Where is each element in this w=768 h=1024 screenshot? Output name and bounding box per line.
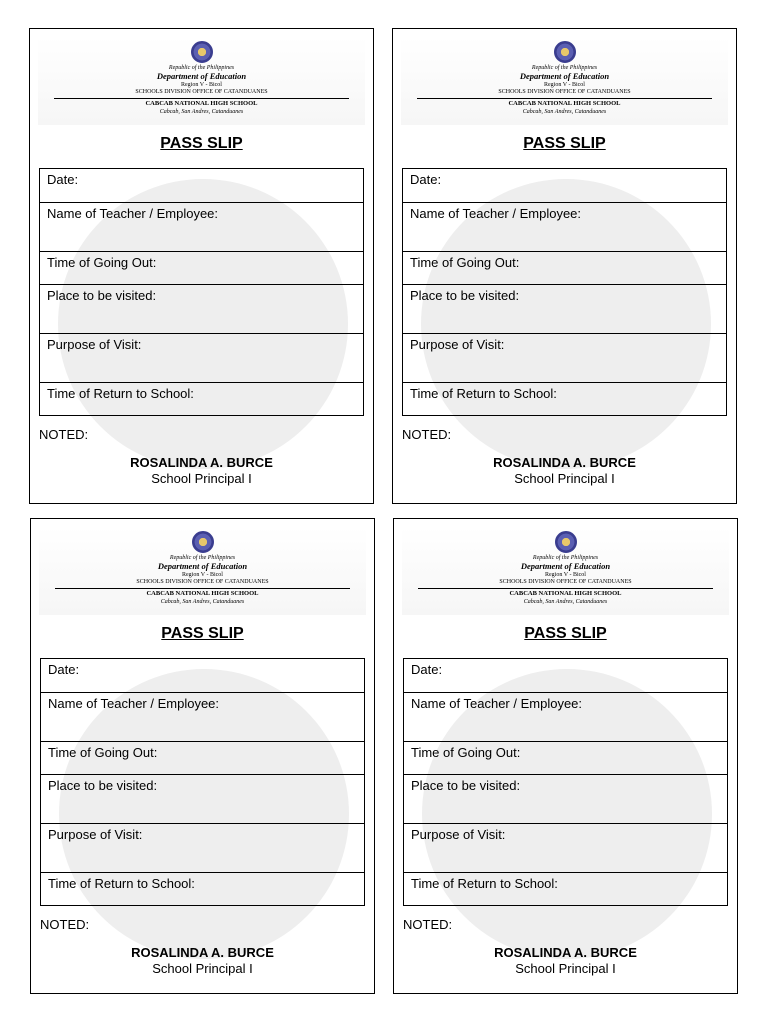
signatory-name: ROSALINDA A. BURCE [131, 945, 274, 960]
slip-form [39, 168, 364, 416]
name-label: Name of Teacher / Employee: [411, 696, 583, 711]
name-label: Name of Teacher / Employee: [410, 206, 582, 221]
pass-slip-top-left [29, 28, 374, 504]
deped-seal-icon [192, 531, 214, 553]
time-return-row[interactable] [41, 872, 364, 905]
place-label: Place to be visited: [410, 288, 520, 303]
school-name: CABCAB NATIONAL HIGH SCHOOL [508, 100, 621, 107]
time-return-label: Time of Return to School: [47, 386, 194, 401]
time-return-label: Time of Return to School: [411, 876, 558, 891]
date-label: Date: [410, 172, 442, 187]
slip-title: PASS SLIP [161, 625, 244, 642]
name-label: Name of Teacher / Employee: [48, 696, 220, 711]
date-label: Date: [411, 662, 443, 677]
name-row[interactable] [41, 692, 364, 741]
name-label: Name of Teacher / Employee: [47, 206, 219, 221]
signatory-position: School Principal I [152, 961, 253, 976]
deped-seal-icon [554, 41, 576, 63]
region-line: Region V - Bicol [545, 572, 586, 578]
name-row[interactable] [403, 202, 726, 251]
school-address: Cabcab, San Andres, Catanduanes [159, 109, 244, 115]
school-name: CABCAB NATIONAL HIGH SCHOOL [509, 590, 622, 597]
division-line: SCHOOLS DIVISION OFFICE OF CATANDUANES [135, 89, 268, 95]
school-address: Cabcab, San Andres, Catanduanes [523, 599, 608, 605]
purpose-row[interactable] [40, 333, 363, 382]
time-return-label: Time of Return to School: [410, 386, 557, 401]
time-out-label: Time of Going Out: [411, 745, 521, 760]
date-row[interactable] [41, 659, 364, 692]
header-divider [54, 98, 349, 99]
signatory-position: School Principal I [151, 471, 252, 486]
slip-title: PASS SLIP [524, 625, 607, 642]
slip-form [402, 168, 727, 416]
region-line: Region V - Bicol [544, 82, 585, 88]
time-return-row[interactable] [40, 382, 363, 415]
place-row[interactable] [403, 284, 726, 333]
division-line: SCHOOLS DIVISION OFFICE OF CATANDUANES [498, 89, 631, 95]
date-row[interactable] [403, 169, 726, 202]
noted-label: NOTED: [39, 427, 89, 442]
department-line: Department of Education [157, 561, 248, 571]
time-out-row[interactable] [41, 741, 364, 774]
purpose-row[interactable] [404, 823, 727, 872]
division-line: SCHOOLS DIVISION OFFICE OF CATANDUANES [136, 579, 269, 585]
letterhead [39, 527, 366, 615]
signatory-name: ROSALINDA A. BURCE [130, 455, 273, 470]
region-line: Region V - Bicol [182, 572, 223, 578]
purpose-row[interactable] [403, 333, 726, 382]
name-row[interactable] [40, 202, 363, 251]
place-row[interactable] [404, 774, 727, 823]
time-out-label: Time of Going Out: [48, 745, 158, 760]
place-label: Place to be visited: [48, 778, 158, 793]
time-out-label: Time of Going Out: [47, 255, 157, 270]
time-return-label: Time of Return to School: [48, 876, 195, 891]
place-row[interactable] [41, 774, 364, 823]
noted-label: NOTED: [40, 917, 90, 932]
noted-label: NOTED: [402, 427, 452, 442]
signatory-position: School Principal I [514, 471, 615, 486]
department-line: Department of Education [520, 561, 611, 571]
date-row[interactable] [40, 169, 363, 202]
purpose-label: Purpose of Visit: [411, 827, 506, 842]
letterhead [38, 37, 365, 125]
school-address: Cabcab, San Andres, Catanduanes [160, 599, 245, 605]
department-line: Department of Education [156, 71, 247, 81]
school-address: Cabcab, San Andres, Catanduanes [522, 109, 607, 115]
time-out-row[interactable] [404, 741, 727, 774]
division-line: SCHOOLS DIVISION OFFICE OF CATANDUANES [499, 579, 632, 585]
purpose-label: Purpose of Visit: [410, 337, 505, 352]
header-divider [417, 98, 712, 99]
time-return-row[interactable] [403, 382, 726, 415]
purpose-label: Purpose of Visit: [48, 827, 143, 842]
signatory-position: School Principal I [515, 961, 616, 976]
place-row[interactable] [40, 284, 363, 333]
purpose-label: Purpose of Visit: [47, 337, 142, 352]
republic-line: Republic of the Philippines [168, 65, 235, 71]
header-divider [418, 588, 713, 589]
date-label: Date: [47, 172, 79, 187]
republic-line: Republic of the Philippines [531, 65, 598, 71]
signatory-name: ROSALINDA A. BURCE [493, 455, 636, 470]
republic-line: Republic of the Philippines [169, 555, 236, 561]
time-return-row[interactable] [404, 872, 727, 905]
region-line: Region V - Bicol [181, 82, 222, 88]
place-label: Place to be visited: [411, 778, 521, 793]
letterhead [402, 527, 729, 615]
slip-title: PASS SLIP [160, 135, 243, 152]
time-out-row[interactable] [40, 251, 363, 284]
slip-form [40, 658, 365, 906]
date-label: Date: [48, 662, 80, 677]
date-row[interactable] [404, 659, 727, 692]
place-label: Place to be visited: [47, 288, 157, 303]
name-row[interactable] [404, 692, 727, 741]
time-out-row[interactable] [403, 251, 726, 284]
signatory-name: ROSALINDA A. BURCE [494, 945, 637, 960]
school-name: CABCAB NATIONAL HIGH SCHOOL [145, 100, 258, 107]
slip-title: PASS SLIP [523, 135, 606, 152]
pass-slip-top-right [392, 28, 737, 504]
noted-label: NOTED: [403, 917, 453, 932]
purpose-row[interactable] [41, 823, 364, 872]
pass-slip-bottom-left [30, 518, 375, 994]
school-name: CABCAB NATIONAL HIGH SCHOOL [146, 590, 259, 597]
deped-seal-icon [191, 41, 213, 63]
republic-line: Republic of the Philippines [532, 555, 599, 561]
time-out-label: Time of Going Out: [410, 255, 520, 270]
letterhead [401, 37, 728, 125]
department-line: Department of Education [519, 71, 610, 81]
pass-slip-bottom-right [393, 518, 738, 994]
header-divider [55, 588, 350, 589]
slip-form [403, 658, 728, 906]
deped-seal-icon [555, 531, 577, 553]
